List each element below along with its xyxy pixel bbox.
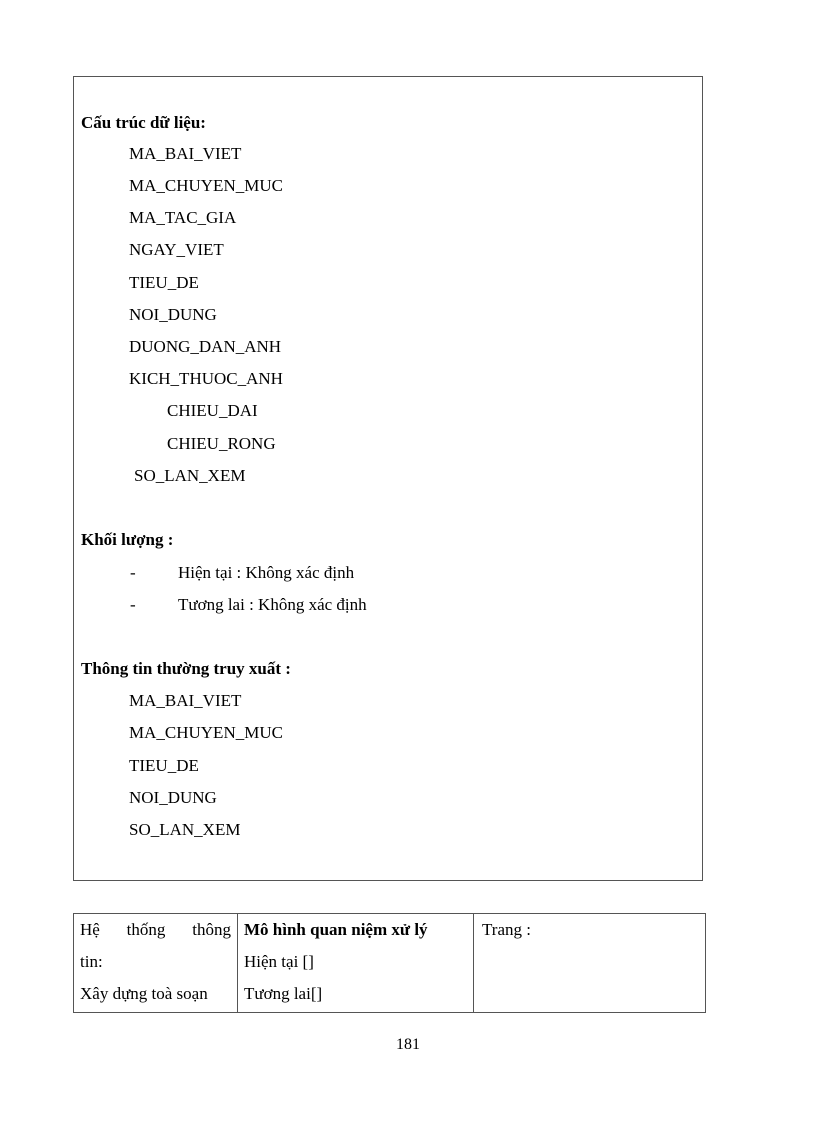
field-item: DUONG_DAN_ANH — [129, 337, 282, 356]
footer-table — [73, 913, 706, 1013]
model-future: Tương lai[] — [244, 984, 323, 1003]
volume-item-text: Hiện tại : Không xác định — [178, 563, 355, 582]
field-item: NOI_DUNG — [129, 305, 217, 324]
bullet-dash: - — [130, 563, 136, 582]
access-field-item: TIEU_DE — [129, 756, 199, 775]
data-structure-heading: Cấu trúc dữ liệu: — [81, 113, 206, 132]
access-field-item: NOI_DUNG — [129, 788, 217, 807]
model-title: Mô hình quan niệm xử lý — [244, 920, 428, 939]
volume-heading: Khối lượng : — [81, 530, 174, 549]
access-heading: Thông tin thường truy xuất : — [81, 659, 291, 678]
field-item: SO_LAN_XEM — [134, 466, 246, 485]
field-item: KICH_THUOC_ANH — [129, 369, 283, 388]
field-item: MA_CHUYEN_MUC — [129, 176, 283, 195]
model-current: Hiện tại [] — [244, 952, 314, 971]
access-field-item: MA_CHUYEN_MUC — [129, 723, 283, 742]
field-item: NGAY_VIET — [129, 240, 224, 259]
access-field-item: SO_LAN_XEM — [129, 820, 241, 839]
bullet-dash: - — [130, 595, 136, 614]
field-item: MA_TAC_GIA — [129, 208, 237, 227]
system-name: Xây dựng toà soạn — [80, 984, 208, 1003]
system-info-line: Hệ thống thông — [80, 920, 231, 939]
page-label: Trang : — [482, 920, 531, 939]
system-info-line: tin: — [80, 952, 103, 971]
page-number: 181 — [396, 1036, 420, 1053]
field-item: MA_BAI_VIET — [129, 144, 242, 163]
entity-description-box — [73, 76, 703, 881]
page-cell — [474, 914, 706, 1013]
model-cell — [238, 914, 474, 1013]
access-field-item: MA_BAI_VIET — [129, 691, 242, 710]
field-item: TIEU_DE — [129, 273, 199, 292]
system-info-cell — [74, 914, 238, 1013]
sub-field-item: CHIEU_RONG — [167, 434, 276, 453]
volume-item-text: Tương lai : Không xác định — [178, 595, 367, 614]
sub-field-item: CHIEU_DAI — [167, 401, 258, 420]
